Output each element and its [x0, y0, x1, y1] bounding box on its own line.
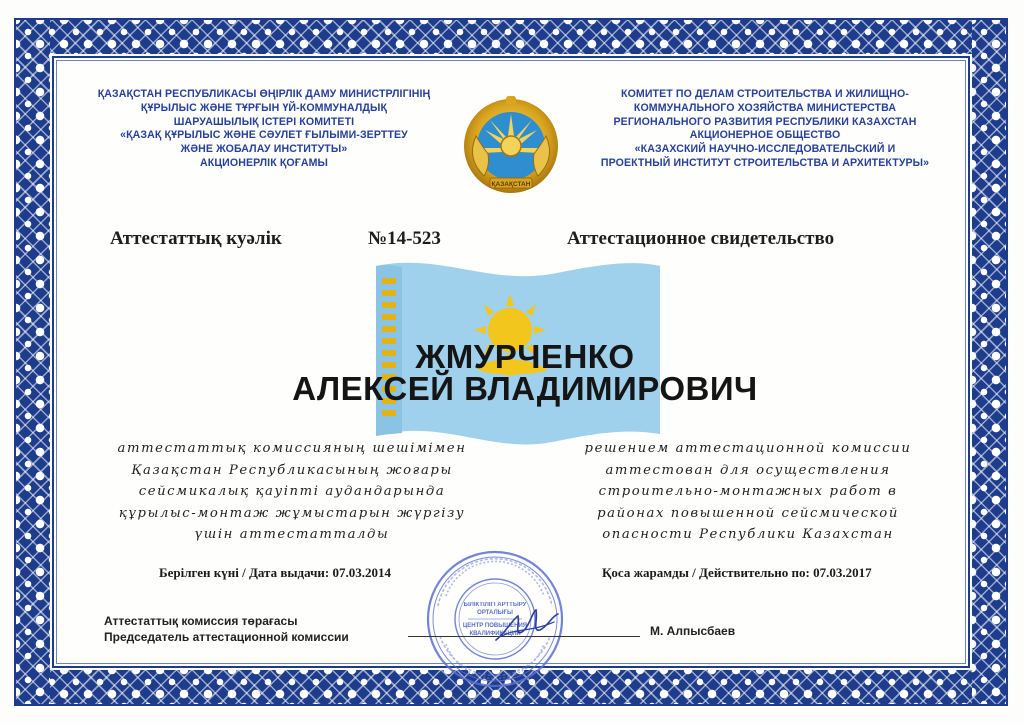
emblem-text: ҚАЗАҚСТАН	[491, 181, 531, 188]
issuer-kazakh-line: ЖӘНЕ ЖОБАЛАУ ИНСТИТУТЫ»	[180, 143, 348, 156]
decision-kazakh-line: құрылыс-монтаж жұмыстарын жүргізу	[118, 505, 466, 521]
issuer-russian-line: АКЦИОНЕРНОЕ ОБЩЕСТВО	[689, 129, 841, 142]
seal-text-line: КВАЛИФИКАЦИИ	[469, 631, 521, 637]
decision-russian-line: опасности Республики Казахстан	[602, 527, 894, 542]
ornament-band-top	[16, 20, 1006, 54]
seal-text-line: ОРТАЛЫҒЫ	[477, 610, 513, 616]
decision-text-russian	[552, 438, 944, 546]
decision-russian-line: решением аттестационной комиссии	[584, 441, 912, 456]
decision-russian-line: строительно-монтажных работ в	[598, 484, 898, 499]
signer-name: М. Алпысбаев	[650, 624, 736, 638]
state-emblem-icon	[460, 96, 562, 200]
issuer-russian	[560, 88, 970, 171]
ornament-band-right	[972, 20, 1006, 704]
certificate-number: №14-523	[368, 228, 441, 249]
decision-kazakh-line: сейсмикалық қауіпті аудандарында	[138, 484, 446, 499]
decision-kazakh-line: аттестаттық комиссияның шешімімен	[117, 441, 467, 456]
seal-text-line: ЦЕНТР ПОВЫШЕНИЯ	[462, 623, 528, 629]
ornament-band-left	[16, 20, 50, 704]
certificate-title-russian: Аттестационное свидетельство	[567, 228, 835, 249]
issuer-russian-line: КОММУНАЛЬНОГО ХОЗЯЙСТВА МИНИСТЕРСТВА	[633, 101, 897, 114]
decision-russian-line: районах повышенной сейсмической	[597, 505, 899, 521]
issuer-russian-line: КОМИТЕТ ПО ДЕЛАМ СТРОИТЕЛЬСТВА И ЖИЛИЩНО-	[621, 88, 909, 100]
issuer-kazakh-line: ШАРУАШЫЛЫҚ ІСТЕРІ КОМИТЕТІ	[173, 115, 355, 128]
handwritten-signature-icon	[492, 602, 562, 648]
issuer-kazakh-line: ҚАЗАҚСТАН РЕСПУБЛИКАСЫ ӨҢІРЛІК ДАМУ МИНИСТРЛІГІНІҢ	[97, 88, 431, 100]
chairman-title-kazakh: Аттестаттық комиссия төрағасы	[104, 614, 298, 628]
issuer-kazakh-line: ҚҰРЫЛЫС ЖӘНЕ ТҰРҒЫН ҮЙ-КОММУНАЛДЫҚ	[140, 101, 388, 114]
holder-given-names: АЛЕКСЕЙ ВЛАДИМИРОВИЧ	[292, 370, 758, 407]
decision-kazakh-line: Қазақстан Республикасының жоғары	[131, 462, 453, 478]
issuer-kazakh	[64, 88, 464, 171]
issue-date: Берілген күні / Дата выдачи: 07.03.2014	[159, 565, 391, 580]
holder-surname: ЖМУРЧЕНКО	[415, 338, 635, 375]
decision-text-kazakh	[92, 438, 492, 546]
chairman-title	[104, 614, 349, 645]
issuer-russian-line: «КАЗАХСКИЙ НАУЧНО-ИССЛЕДОВАТЕЛЬСКИЙ И	[634, 143, 896, 156]
issuer-kazakh-line: АКЦИОНЕРЛІК ҚОҒАМЫ	[200, 156, 328, 169]
chairman-title-russian: Председатель аттестационной комиссии	[104, 629, 349, 644]
issuer-kazakh-line: «ҚАЗАҚ ҚҰРЫЛЫС ЖӘНЕ СӘУЛЕТ ҒЫЛЫМИ-ЗЕРТТЕУ	[120, 129, 408, 142]
certificate-title-kazakh: Аттестаттық куәлік	[110, 228, 282, 249]
issuer-russian-line: РЕГИОНАЛЬНОГО РАЗВИТИЯ РЕСПУБЛИКИ КАЗАХСТАН	[613, 115, 917, 128]
issuer-russian-line: ПРОЕКТНЫЙ ИНСТИТУТ СТРОИТЕЛЬСТВА И АРХИТЕКТУРЫ»	[600, 156, 930, 169]
valid-until-date: Қоса жарамды / Действительно по: 07.03.2017	[602, 565, 872, 580]
decision-russian-line: аттестован для осуществления	[605, 462, 891, 478]
seal-text-line: БІЛІКТІЛІГІ АРТТЫРУ	[463, 602, 527, 608]
decision-kazakh-line: үшін аттестатталды	[194, 527, 390, 542]
